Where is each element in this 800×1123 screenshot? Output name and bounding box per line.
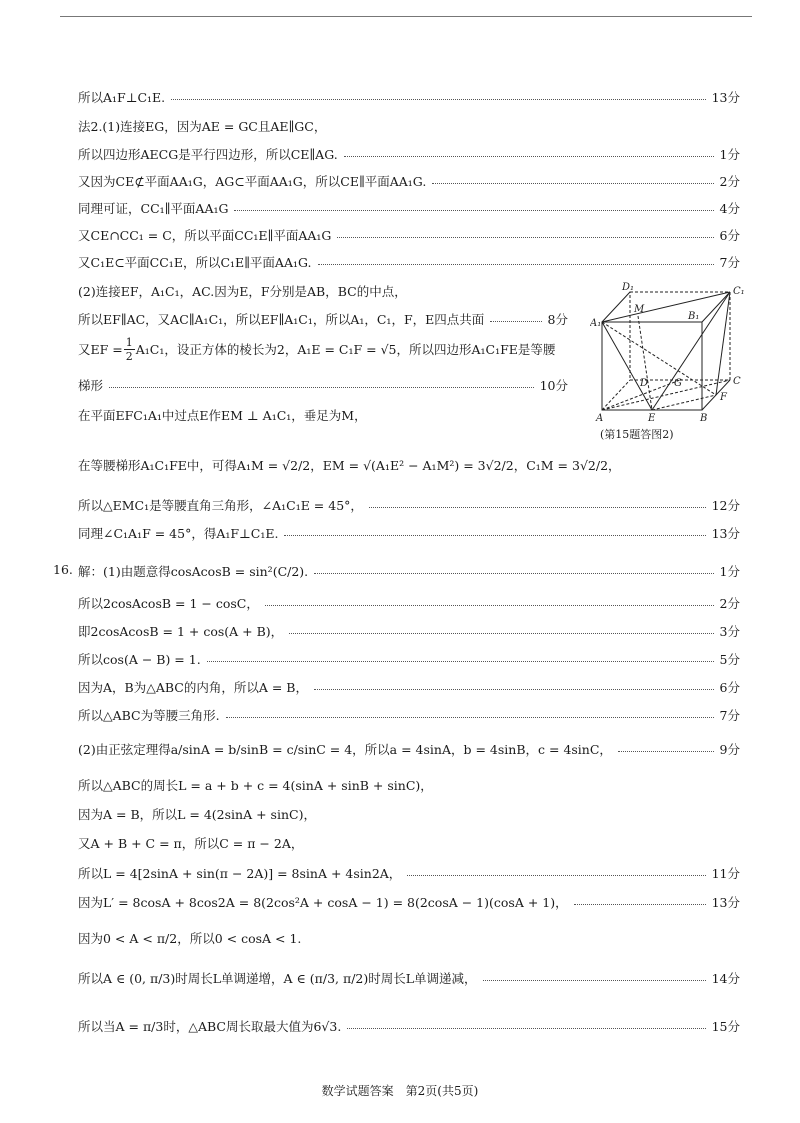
cube-front-face bbox=[602, 322, 702, 410]
answer-line: 因为0 < A < π/2，所以0 < cosA < 1. bbox=[78, 931, 302, 946]
answer-line: 所以当A = π/3时，△ABC周长取最大值为6√3. 15分 bbox=[78, 1019, 740, 1034]
answer-line: 又CE∩CC₁ = C，所以平面CC₁E∥平面AA₁G 6分 bbox=[78, 228, 740, 243]
answer-line: 梯形 10分 bbox=[78, 378, 568, 393]
answer-line: 在平面EFC₁A₁中过点E作EM ⊥ A₁C₁，垂足为M， bbox=[78, 408, 367, 423]
label-c: C bbox=[733, 376, 741, 387]
page-footer: 数学试题答案 第2页(共5页) bbox=[321, 1084, 479, 1098]
label-d: D bbox=[640, 378, 649, 389]
answer-line: 所以△ABC为等腰三角形. 7分 bbox=[78, 708, 740, 723]
answer-line: 法2.(1)连接EG，因为AE = GC且AE∥GC， bbox=[78, 119, 327, 134]
label-m: M bbox=[634, 304, 645, 315]
answer-line: 所以四边形AECG是平行四边形，所以CE∥AG. 1分 bbox=[78, 147, 740, 162]
problem-number: 16. bbox=[53, 562, 73, 577]
label-b1: B₁ bbox=[688, 311, 700, 322]
answer-line: 所以△ABC的周长L = a + b + c = 4(sinA + sinB + sinC)， bbox=[78, 778, 433, 793]
fraction: $\frac{1}{2}$ bbox=[125, 335, 133, 363]
label-d1: D₁ bbox=[622, 282, 635, 293]
answer-line: 因为A = B，所以L = 4(2sinA + sinC)， bbox=[78, 807, 316, 822]
answer-line: 所以cos(A − B) = 1. 5分 bbox=[78, 652, 740, 667]
answer-line: 所以L = 4[2sinA + sin(π − 2A)] = 8sinA + 4sin2A， 11分 bbox=[78, 866, 740, 881]
label-a: A bbox=[596, 413, 604, 424]
answer-line: (2)由正弦定理得a/sinA = b/sinB = c/sinC = 4，所以a = 4sinA，b = 4sinB，c = 4sinC， 9分 bbox=[78, 742, 740, 757]
answer-line: (2)连接EF，A₁C₁，AC.因为E，F分别是AB，BC的中点， bbox=[78, 284, 407, 299]
cube-figure bbox=[590, 280, 750, 430]
answer-line: 又C₁E⊂平面CC₁E，所以C₁E∥平面AA₁G. 7分 bbox=[78, 255, 740, 270]
answer-line: 因为A，B为△ABC的内角，所以A = B， 6分 bbox=[78, 680, 740, 695]
top-rule bbox=[60, 16, 752, 17]
label-a1: A₁ bbox=[590, 318, 602, 329]
label-g: G bbox=[674, 378, 682, 389]
answer-line: 所以A₁F⊥C₁E. 13分 bbox=[78, 90, 740, 105]
answer-line: 解：(1)由题意得cosAcosB = sin²(C/2). 1分 bbox=[78, 564, 740, 579]
answer-line: 所以A ∈ (0, π/3)时周长L单调递增，A ∈ (π/3, π/2)时周长L单调递减， 14分 bbox=[78, 971, 740, 986]
figure-caption: (第15题答图2) bbox=[600, 428, 674, 441]
label-b: B bbox=[700, 413, 708, 424]
answer-line: 所以△EMC₁是等腰直角三角形，∠A₁C₁E = 45°， 12分 bbox=[78, 498, 740, 513]
answer-line: 所以2cosAcosB = 1 − cosC， 2分 bbox=[78, 596, 740, 611]
answer-line: 同理可证，CC₁∥平面AA₁G 4分 bbox=[78, 201, 740, 216]
label-c1: C₁ bbox=[733, 286, 745, 297]
answer-line: 在等腰梯形A₁C₁FE中，可得A₁M = √2/2，EM = √(A₁E² − A₁M²) = 3√2/2，C₁M = 3√2/2， bbox=[78, 458, 621, 473]
answer-line: 即2cosAcosB = 1 + cos(A + B)， 3分 bbox=[78, 624, 740, 639]
label-f: F bbox=[720, 392, 727, 403]
answer-line: 同理∠C₁A₁F = 45°，得A₁F⊥C₁E. 13分 bbox=[78, 526, 740, 541]
answer-line: 又因为CE⊄平面AA₁G，AG⊂平面AA₁G，所以CE∥平面AA₁G. 2分 bbox=[78, 174, 740, 189]
answer-line: 所以EF∥AC，又AC∥A₁C₁，所以EF∥A₁C₁，所以A₁，C₁，F，E四点共面 8分 bbox=[78, 312, 568, 327]
label-e: E bbox=[648, 413, 656, 424]
answer-line: 因为L′ = 8cosA + 8cos2A = 8(2cos²A + cosA − 1) = 8(2cosA − 1)(cosA + 1)， 13分 bbox=[78, 895, 740, 910]
answer-line: 又A + B + C = π，所以C = π − 2A， bbox=[78, 836, 304, 851]
answer-line: 又EF = $\frac{1}{2}$ A₁C₁，设正方体的棱长为2，A₁E = C₁F = √5，所以四边形A₁C₁FE是等腰 bbox=[78, 335, 556, 363]
